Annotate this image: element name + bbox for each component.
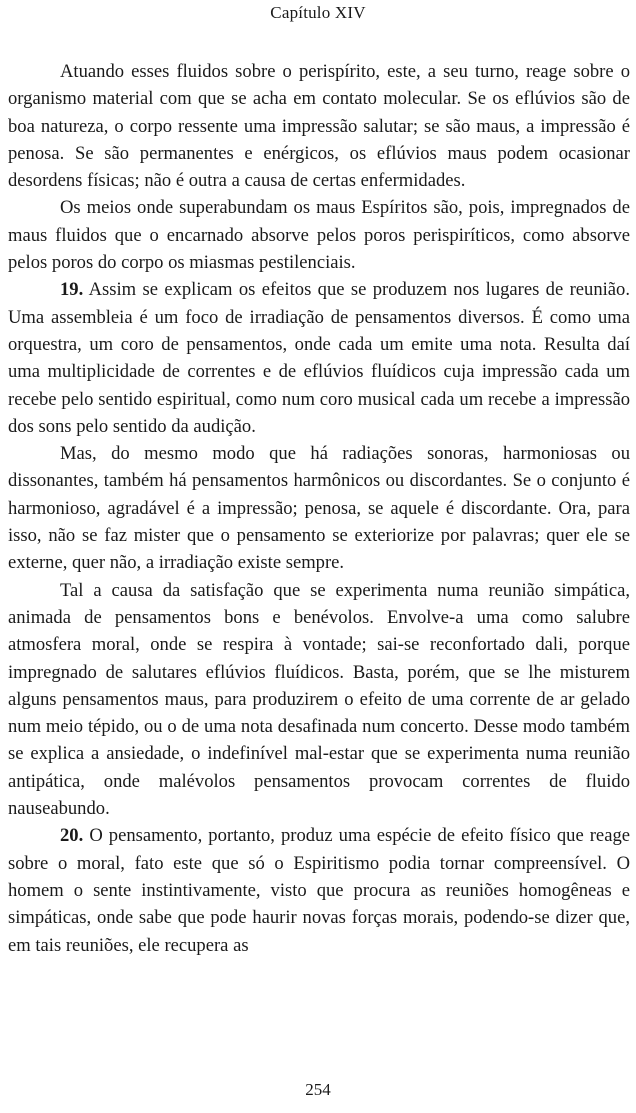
paragraph-text: Atuando esses fluidos sobre o perispírito, este, a seu turno, reage sobre o organismo material com que se acha em contato molecular. Se os eflúvios são de boa natureza, o corpo ressente uma impressão salutar; se são maus, a impressão é penosa. Se são permanentes e enérgicos, os eflúvios maus podem ocasionar desordens físicas; não é outra a causa de certas enfermidades. — [8, 61, 630, 192]
running-title: Capítulo XIV — [270, 3, 366, 22]
page-body — [8, 58, 630, 959]
paragraph — [8, 194, 630, 276]
paragraph-text: Tal a causa da satisfação que se experimenta numa reunião simpática, animada de pensamentos bons e benévolos. Envolve-a uma como salubre atmosfera moral, onde se respira à vontade; sai-se reconfortado dali, porque impregnado de salutares eflúvios fluídicos. Basta, porém, que se lhe misturem alguns pensamentos maus, para produzirem o efeito de uma corrente de ar gelado num meio tépido, ou o de uma nota desafinada num concerto. Desse modo também se explica a ansiedade, o indefinível mal-estar que se experimenta numa reunião antipática, onde malévolos pensamentos provocam correntes de fluido nauseabundo. — [8, 579, 630, 820]
paragraph-text: O pensamento, portanto, produz uma espécie de efeito físico que reage sobre o moral, fato este que só o Espiritismo podia tornar compreensível. O homem o sente instintivamente, visto que procura as reuniões homogêneas e simpáticas, onde sabe que pode haurir novas forças morais, podendo-se dizer que, em tais reuniões, ele recupera as — [8, 825, 630, 956]
section-number: 19. — [60, 279, 84, 301]
page-number: 254 — [305, 1080, 331, 1099]
section-number: 20. — [60, 825, 84, 847]
paragraph — [8, 276, 630, 440]
paragraph-text: Os meios onde superabundam os maus Espíritos são, pois, impregnados de maus fluidos que o encarnado absorve pelos poros perispiríticos, como absorve pelos poros do corpo os miasmas pestilenciais. — [8, 197, 630, 274]
paragraph — [8, 822, 630, 958]
paragraph-text: Assim se explicam os efeitos que se produzem nos lugares de reunião. Uma assembleia é um foco de irradiação de pensamentos diversos. É como uma orquestra, um coro de pensamentos, onde cada um emite uma nota. Resulta daí uma multiplicidade de correntes e de eflúvios fluídicos cuja impressão cada um recebe pelo sentido espiritual, como num coro musical cada um recebe a impressão dos sons pelo sentido da audição. — [8, 279, 630, 437]
paragraph — [8, 577, 630, 823]
paragraph — [8, 440, 630, 576]
paragraph-text: Mas, do mesmo modo que há radiações sonoras, harmoniosas ou dissonantes, também há pensamentos harmônicos ou discordantes. Se o conjunto é harmonioso, agradável é a impressão; penosa, se aquele é discordante. Ora, para isso, não se faz mister que o pensamento se exteriorize por palavras; quer ele se externe, quer não, a irradiação existe sempre. — [8, 443, 630, 574]
paragraph — [8, 58, 630, 194]
